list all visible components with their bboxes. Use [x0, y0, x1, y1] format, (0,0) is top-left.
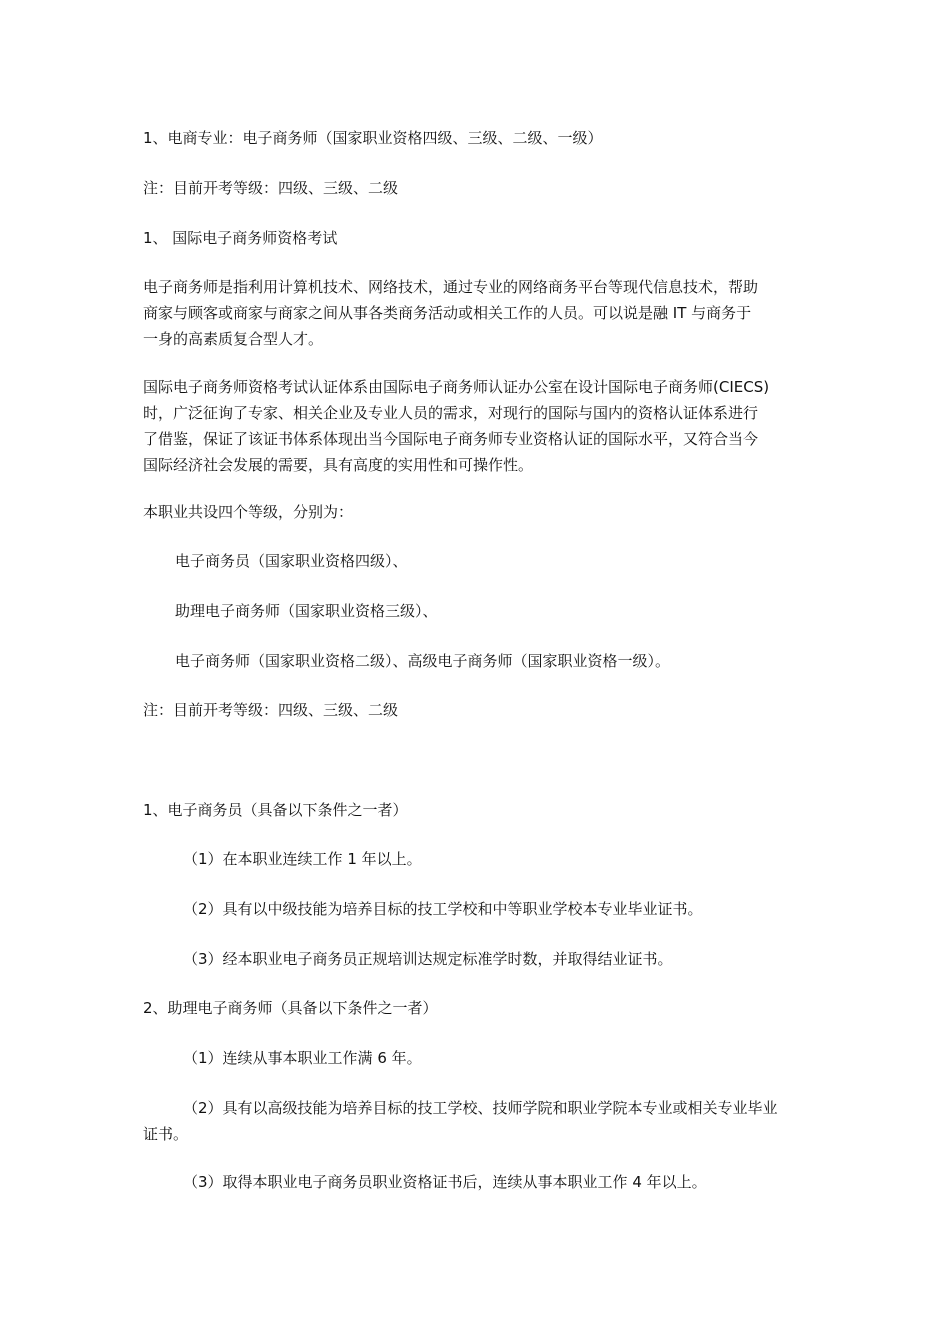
requirement-item: （3）经本职业电子商务员正规培训达规定标准学时数，并取得结业证书。 [183, 950, 673, 968]
requirement-item: （1）连续从事本职业工作满 6 年。 [183, 1049, 422, 1067]
requirement-item-wrapped [143, 1095, 811, 1147]
requirement-item: （3）取得本职业电子商务员职业资格证书后，连续从事本职业工作 4 年以上。 [183, 1173, 707, 1191]
paragraph-line: 电子商务师是指利用计算机技术、网络技术，通过专业的网络商务平台等现代信息技术，帮助 [143, 278, 759, 296]
level-item: 助理电子商务师（国家职业资格三级）、 [175, 602, 438, 620]
paragraph-line: 国际经济社会发展的需要，具有高度的实用性和可操作性。 [143, 456, 534, 474]
level-item: 电子商务师（国家职业资格二级）、高级电子商务师（国家职业资格一级）。 [175, 652, 671, 670]
requirement-title-1: 1、电子商务员（具备以下条件之一者） [143, 801, 408, 819]
heading: 1、电商专业：电子商务师（国家职业资格四级、三级、二级、一级） [143, 129, 603, 147]
paragraph-line: 了借鉴，保证了该证书体系体现出当今国际电子商务师专业资格认证的国际水平，又符合当今 [143, 430, 759, 448]
requirement-title-2: 2、助理电子商务师（具备以下条件之一者） [143, 999, 438, 1017]
paragraph-line: 国际电子商务师资格考试认证体系由国际电子商务师认证办公室在设计国际电子商务师(CIECS) [143, 378, 770, 396]
paragraph-certification [143, 374, 811, 478]
levels-intro: 本职业共设四个等级，分别为： [143, 503, 354, 521]
section-title: 1、 国际电子商务师资格考试 [143, 229, 338, 247]
requirement-item: （1）在本职业连续工作 1 年以上。 [183, 850, 422, 868]
level-item: 电子商务员（国家职业资格四级）、 [175, 552, 408, 570]
paragraph-line: 商家与顾客或商家与商家之间从事各类商务活动或相关工作的人员。可以说是融 IT 与商务于 [143, 304, 752, 322]
paragraph-definition [143, 274, 811, 352]
paragraph-line: 时，广泛征询了专家、相关企业及专业人员的需求，对现行的国际与国内的资格认证体系进行 [143, 404, 759, 422]
note-bottom: 注：目前开考等级：四级、三级、二级 [143, 701, 399, 719]
paragraph-line: 一身的高素质复合型人才。 [143, 330, 324, 348]
requirement-item: （2）具有以中级技能为培养目标的技工学校和中等职业学校本专业毕业证书。 [183, 900, 703, 918]
note-top: 注：目前开考等级：四级、三级、二级 [143, 179, 399, 197]
paragraph-line: （2）具有以高级技能为培养目标的技工学校、技师学院和职业学院本专业或相关专业毕业 [183, 1099, 778, 1117]
paragraph-line: 证书。 [143, 1125, 189, 1143]
